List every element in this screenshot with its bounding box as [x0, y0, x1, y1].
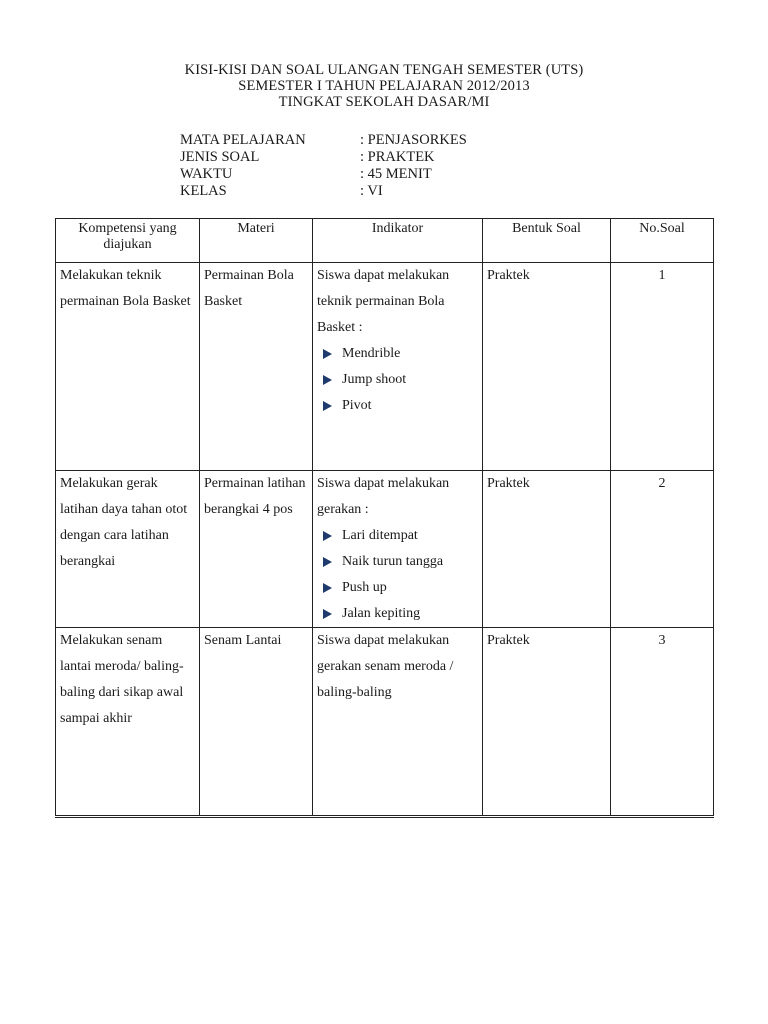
kompetensi-cell: Melakukan senam lantai meroda/ baling-baling dari sikap awal sampai akhir	[56, 628, 200, 817]
header-indikator: Indikator	[313, 219, 483, 263]
arrow-bullet-icon	[323, 557, 332, 567]
arrow-bullet-icon	[323, 349, 332, 359]
materi-cell: Senam Lantai	[200, 628, 313, 817]
document-title	[0, 62, 768, 110]
info-value: : VI	[360, 183, 383, 199]
info-label: KELAS	[180, 183, 227, 199]
indikator-list	[317, 341, 478, 419]
list-item-label: Jalan kepiting	[342, 606, 421, 621]
list-item-label: Mendrible	[342, 346, 401, 361]
info-value: : PRAKTEK	[360, 149, 435, 165]
bentuk-soal-cell: Praktek	[483, 628, 611, 817]
title-line-3: TINGKAT SEKOLAH DASAR/MI	[278, 94, 490, 110]
indikator-cell	[313, 471, 483, 628]
indikator-text: Siswa dapat melakukan teknik permainan Bola Basket :	[317, 268, 450, 335]
indikator-cell	[313, 263, 483, 471]
no-soal-cell: 2	[611, 471, 714, 628]
info-label: JENIS SOAL	[180, 149, 260, 165]
no-soal-cell: 1	[611, 263, 714, 471]
header-no-soal: No.Soal	[611, 219, 714, 263]
list-item-label: Lari ditempat	[342, 528, 418, 543]
list-item-label: Jump shoot	[342, 372, 407, 387]
info-row-class	[180, 183, 467, 200]
indikator-list	[317, 523, 478, 627]
header-materi: Materi	[200, 219, 313, 263]
header-kompetensi: Kompetensi yang diajukan	[56, 219, 200, 263]
info-row-subject	[180, 132, 467, 149]
indikator-cell: Siswa dapat melakukan gerakan senam meroda / baling-baling	[313, 628, 483, 817]
list-item	[317, 523, 478, 549]
list-item	[317, 341, 478, 367]
title-line-1: KISI-KISI DAN SOAL ULANGAN TENGAH SEMESTER (UTS)	[184, 62, 584, 78]
info-label: WAKTU	[180, 166, 233, 182]
info-row-time	[180, 166, 467, 183]
table-row	[56, 628, 714, 817]
info-row-type	[180, 149, 467, 166]
info-value: : 45 MENIT	[360, 166, 432, 182]
list-item-label: Push up	[342, 580, 387, 595]
info-label: MATA PELAJARAN	[180, 132, 306, 148]
list-item-label: Pivot	[342, 398, 372, 413]
title-line-2: SEMESTER I TAHUN PELAJARAN 2012/2013	[238, 78, 530, 94]
materi-cell: Permainan latihan berangkai 4 pos	[200, 471, 313, 628]
list-item-label: Naik turun tangga	[342, 554, 444, 569]
header-bentuk-soal: Bentuk Soal	[483, 219, 611, 263]
list-item	[317, 601, 478, 627]
kompetensi-cell: Melakukan gerak latihan daya tahan otot dengan cara latihan berangkai	[56, 471, 200, 628]
bentuk-soal-cell: Praktek	[483, 263, 611, 471]
indikator-text: Siswa dapat melakukan gerakan :	[317, 476, 450, 517]
materi-cell: Permainan Bola Basket	[200, 263, 313, 471]
table-row	[56, 263, 714, 471]
arrow-bullet-icon	[323, 531, 332, 541]
list-item	[317, 393, 478, 419]
table-header-row	[56, 219, 714, 263]
list-item	[317, 549, 478, 575]
kisi-kisi-table	[55, 218, 714, 818]
bentuk-soal-cell: Praktek	[483, 471, 611, 628]
kompetensi-cell: Melakukan teknik permainan Bola Basket	[56, 263, 200, 471]
list-item	[317, 367, 478, 393]
exam-info	[180, 132, 467, 200]
list-item	[317, 575, 478, 601]
no-soal-cell: 3	[611, 628, 714, 817]
arrow-bullet-icon	[323, 401, 332, 411]
arrow-bullet-icon	[323, 375, 332, 385]
arrow-bullet-icon	[323, 609, 332, 619]
info-value: : PENJASORKES	[360, 132, 467, 148]
table-row	[56, 471, 714, 628]
arrow-bullet-icon	[323, 583, 332, 593]
